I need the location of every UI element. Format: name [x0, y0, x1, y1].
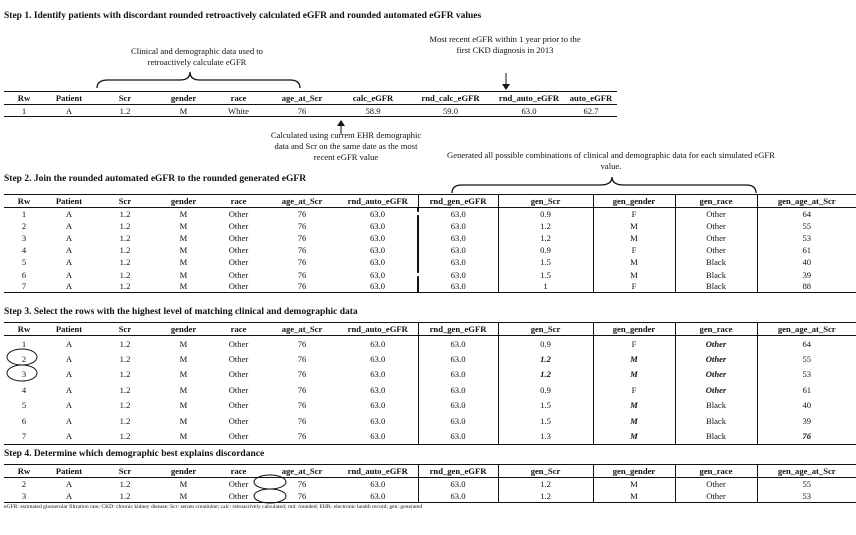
cell-gen-race: Other	[675, 478, 757, 491]
cell-rw: 4	[21, 384, 27, 395]
cell-gen-age-at-scr: 61	[802, 384, 812, 395]
generated-note: Generated all possible combinations of clinical and demographic data for each simulated eGFR value.	[447, 150, 775, 171]
circle-row3	[7, 365, 37, 381]
cell-patient: A	[65, 353, 73, 364]
cell-gen-gender: M	[593, 256, 675, 268]
cell-rnd-gen-egfr: 63.0	[418, 367, 498, 383]
cell-gender: M	[179, 353, 188, 364]
cell-gen-age-at-scr: 39	[802, 269, 812, 280]
cell-gen-gender: F	[593, 281, 675, 293]
header-rnd-auto-egfr: rnd_auto_eGFR	[338, 195, 418, 208]
cell-race: Other	[228, 353, 249, 364]
cell-gen-age-at-scr: 61	[802, 245, 812, 256]
cell-scr: 1.2	[119, 257, 131, 268]
cell-age-at-scr: 76	[266, 281, 338, 293]
cell-race: Other	[228, 208, 249, 219]
header-gen-scr: gen_Scr	[498, 323, 593, 336]
cell-gen-scr: 1.2	[498, 478, 593, 491]
cell-scr: 1.2	[119, 220, 131, 231]
cell-race: Other	[228, 400, 249, 411]
cell-age-at-scr: 76	[297, 220, 307, 231]
cell-rnd-gen-egfr: 63.0	[418, 232, 498, 244]
cell-gen-age-at-scr: 55	[802, 220, 812, 231]
cell-gen-age-at-scr: 76	[757, 429, 856, 445]
cell-scr: 1.2	[119, 338, 131, 349]
cell-gen-age-at-scr: 88	[757, 281, 856, 293]
cell-age-at-scr: 76	[297, 245, 307, 256]
cell-rnd-gen-egfr: 63.0	[418, 351, 498, 367]
cell-gen-scr: 1.2	[498, 367, 593, 383]
cell-gen-race: Other	[675, 367, 757, 383]
cell-rnd-auto-egfr: 63.0	[338, 208, 418, 220]
cell-gen-scr: 1	[498, 281, 593, 293]
cell-gen-gender: F	[593, 336, 675, 352]
header-patient: Patient	[44, 323, 94, 336]
cell-rw: 2	[21, 353, 27, 364]
cell-age-at-scr: 76	[297, 232, 307, 243]
header-rw: Rw	[4, 323, 44, 336]
cell-age-at-scr: 76	[297, 400, 307, 411]
cell-gen-race: Other	[675, 232, 757, 244]
header-age-at-scr: age_at_Scr	[266, 195, 338, 208]
header-gen-gender: gen_gender	[593, 195, 675, 208]
cell-gen-age-at-scr: 64	[802, 208, 812, 219]
header-rnd-gen-egfr: rnd_gen_eGFR	[418, 323, 498, 336]
cell-gender: M	[179, 257, 188, 268]
cell-rw: 5	[21, 400, 27, 411]
cell-rnd-auto-egfr: 63.0	[338, 351, 418, 367]
header-gender: gender	[156, 195, 211, 208]
cell-age-at-scr: 76	[266, 105, 338, 117]
cell-rnd-auto-egfr: 63.0	[338, 336, 418, 352]
cell-gen-age-at-scr: 40	[802, 257, 812, 268]
cell-age-at-scr: 76	[297, 257, 307, 268]
cell-gen-gender: M	[593, 429, 675, 445]
cell-race: Other	[228, 384, 249, 395]
cell-scr: 1.2	[119, 369, 131, 380]
cell-patient: A	[65, 338, 73, 349]
cell-rw: 7	[4, 429, 44, 445]
cell-gender: M	[179, 220, 188, 231]
cell-gender: M	[179, 384, 188, 395]
cell-gen-gender: M	[593, 478, 675, 491]
circle-row2	[7, 349, 37, 365]
cell-rnd-auto-egfr: 63.0	[493, 105, 565, 117]
header-gen-age-at-scr: gen_age_at_Scr	[757, 195, 856, 208]
cell-gen-race: Other	[675, 382, 757, 398]
cell-age-at-scr: 76	[297, 353, 307, 364]
cell-gen-race: Black	[675, 429, 757, 445]
cell-age-at-scr: 76	[297, 415, 307, 426]
cell-patient: A	[65, 479, 73, 489]
cell-rnd-auto-egfr: 63.0	[338, 256, 418, 268]
cell-rw: 3	[21, 232, 27, 243]
header-race: race	[211, 195, 266, 208]
cell-patient: A	[65, 400, 73, 411]
cell-gender: M	[179, 269, 188, 280]
cell-gen-race: Other	[675, 490, 757, 503]
cell-gen-race: Other	[675, 220, 757, 232]
header-rw: Rw	[4, 92, 44, 105]
cell-rnd-gen-egfr: 63.0	[418, 398, 498, 414]
cell-gender: M	[179, 415, 188, 426]
header-age-at-scr: age_at_Scr	[266, 323, 338, 336]
cell-rw: 1	[21, 208, 27, 219]
header-scr: Scr	[94, 92, 156, 105]
header-gender: gender	[156, 92, 211, 105]
header-rw: Rw	[4, 465, 44, 478]
cell-rnd-gen-egfr: 63.0	[418, 220, 498, 232]
cell-rw: 1	[21, 338, 27, 349]
cell-gen-scr: 1.5	[498, 413, 593, 429]
cell-race: White	[211, 105, 266, 117]
cell-gen-race: Black	[675, 413, 757, 429]
cell-rw: 2	[21, 220, 27, 231]
cell-race: Other	[228, 232, 249, 243]
cell-race: Other	[228, 257, 249, 268]
cell-gen-race: Other	[675, 208, 757, 220]
cell-scr: 1.2	[119, 415, 131, 426]
cell-patient: A	[65, 245, 73, 256]
cell-scr: 1.2	[119, 400, 131, 411]
cell-patient: A	[65, 208, 73, 219]
cell-rnd-auto-egfr: 63.0	[338, 220, 418, 232]
step1-title: Step 1. Identify patients with discordant rounded retroactively calculated eGFR and rounded automated eGFR values	[4, 11, 482, 21]
cell-patient: A	[44, 281, 94, 293]
cell-gen-gender: M	[593, 268, 675, 280]
cell-rw: 6	[21, 269, 27, 280]
cell-gender: M	[156, 429, 211, 445]
cell-gen-scr: 1.2	[498, 220, 593, 232]
cell-scr: 1.2	[94, 105, 156, 117]
header-gen-gender: gen_gender	[593, 465, 675, 478]
header-race: race	[211, 465, 266, 478]
cell-patient: A	[44, 429, 94, 445]
brace-generated	[452, 177, 756, 193]
cell-gen-gender: M	[593, 398, 675, 414]
cell-rnd-gen-egfr: 63.0	[418, 478, 498, 491]
header-gen-age-at-scr: gen_age_at_Scr	[757, 465, 856, 478]
cell-rnd-auto-egfr: 63.0	[338, 244, 418, 256]
header-patient: Patient	[44, 195, 94, 208]
header-rnd-auto-egfr: rnd_auto_eGFR	[493, 92, 565, 105]
cell-gen-age-at-scr: 53	[757, 490, 856, 503]
brace-clinical	[97, 72, 300, 88]
cell-gender: M	[179, 338, 188, 349]
cell-rnd-auto-egfr: 63.0	[338, 490, 418, 503]
cell-gen-scr: 0.9	[498, 336, 593, 352]
recent-egfr-note: Most recent eGFR within 1 year prior to the first CKD diagnosis in 2013	[429, 34, 581, 55]
header-gen-race: gen_race	[675, 323, 757, 336]
cell-gen-race: Black	[675, 281, 757, 293]
cell-gen-age-at-scr: 64	[802, 338, 812, 349]
cell-gen-scr: 0.9	[498, 382, 593, 398]
cell-scr: 1.2	[94, 490, 156, 503]
header-scr: Scr	[94, 195, 156, 208]
header-scr: Scr	[94, 465, 156, 478]
header-gen-gender: gen_gender	[593, 323, 675, 336]
cell-rnd-gen-egfr: 63.0	[418, 490, 498, 503]
cell-scr: 1.2	[119, 479, 131, 489]
cell-race: Other	[228, 415, 249, 426]
cell-gen-scr: 0.9	[498, 244, 593, 256]
cell-gen-race: Black	[675, 256, 757, 268]
cell-gen-gender: M	[593, 351, 675, 367]
header-rnd-calc-egfr: rnd_calc_eGFR	[408, 92, 493, 105]
header-scr: Scr	[94, 323, 156, 336]
header-gen-race: gen_race	[675, 465, 757, 478]
cell-rw: 3	[4, 490, 44, 503]
cell-rnd-auto-egfr: 63.0	[338, 382, 418, 398]
cell-gender: M	[156, 490, 211, 503]
cell-gen-scr: 1.5	[498, 268, 593, 280]
step3-title: Step 3. Select the rows with the highest level of matching clinical and demographic data	[4, 307, 358, 317]
cell-rw: 2	[21, 479, 27, 489]
cell-age-at-scr: 76	[297, 369, 307, 380]
cell-rnd-auto-egfr: 63.0	[338, 478, 418, 491]
cell-age-at-scr: 76	[297, 338, 307, 349]
cell-scr: 1.2	[119, 208, 131, 219]
cell-rw: 7	[4, 281, 44, 293]
cell-gender: M	[179, 400, 188, 411]
cell-gen-race: Other	[675, 351, 757, 367]
cell-gender: M	[156, 281, 211, 293]
header-rnd-gen-egfr: rnd_gen_eGFR	[418, 465, 498, 478]
arrow-up-head	[337, 120, 345, 126]
cell-gender: M	[179, 245, 188, 256]
cell-rnd-auto-egfr: 63.0	[338, 413, 418, 429]
cell-rnd-auto-egfr: 63.0	[338, 268, 418, 280]
cell-gen-scr: 1.5	[498, 256, 593, 268]
cell-gen-gender: M	[593, 413, 675, 429]
circle-age-row2	[254, 475, 286, 489]
cell-patient: A	[65, 232, 73, 243]
cell-scr: 1.2	[119, 384, 131, 395]
cell-rw: 5	[21, 257, 27, 268]
cell-gender: M	[156, 105, 211, 117]
header-patient: Patient	[44, 465, 94, 478]
cell-gen-gender: M	[593, 490, 675, 503]
cell-age-at-scr: 76	[266, 490, 338, 503]
cell-patient: A	[65, 220, 73, 231]
cell-age-at-scr: 76	[266, 429, 338, 445]
cell-gen-race: Other	[675, 244, 757, 256]
cell-age-at-scr: 76	[297, 479, 307, 489]
cell-rnd-gen-egfr: 63.0	[418, 413, 498, 429]
cell-rnd-gen-egfr: 63.0	[418, 429, 498, 445]
cell-gen-gender: M	[593, 220, 675, 232]
cell-scr: 1.2	[119, 269, 131, 280]
cell-gen-age-at-scr: 53	[802, 232, 812, 243]
header-patient: Patient	[44, 92, 94, 105]
cell-patient: A	[44, 490, 94, 503]
header-gender: gender	[156, 465, 211, 478]
cell-calc-egfr: 58.9	[338, 105, 408, 117]
cell-patient: A	[65, 257, 73, 268]
cell-rnd-auto-egfr: 63.0	[338, 232, 418, 244]
cell-race: Other	[211, 281, 266, 293]
header-rnd-auto-egfr: rnd_auto_eGFR	[338, 323, 418, 336]
clinical-data-note: Clinical and demographic data used to retroactively calculate eGFR	[131, 46, 263, 67]
cell-rw: 6	[21, 415, 27, 426]
cell-rnd-gen-egfr: 63.0	[418, 382, 498, 398]
cell-race: Other	[228, 220, 249, 231]
cell-race: Other	[211, 429, 266, 445]
cell-gen-age-at-scr: 39	[802, 415, 812, 426]
cell-gender: M	[179, 369, 188, 380]
cell-rnd-auto-egfr: 63.0	[338, 429, 418, 445]
cell-rnd-auto-egfr: 63.0	[338, 367, 418, 383]
cell-age-at-scr: 76	[297, 208, 307, 219]
cell-rnd-gen-egfr: 63.0	[418, 268, 498, 280]
cell-patient: A	[65, 384, 73, 395]
cell-gen-scr: 1.2	[498, 490, 593, 503]
cell-race: Other	[228, 269, 249, 280]
cell-race: Other	[228, 479, 249, 489]
cell-rw: 4	[21, 245, 27, 256]
cell-gen-race: Other	[675, 336, 757, 352]
header-race: race	[211, 92, 266, 105]
calculated-note: Calculated using current EHR demographic data and Scr on the same date as the most recent eGFR value	[270, 130, 422, 162]
cell-auto-egfr: 62.7	[565, 105, 617, 117]
cell-gen-age-at-scr: 55	[802, 353, 812, 364]
cell-scr: 1.2	[119, 232, 131, 243]
header-gen-race: gen_race	[675, 195, 757, 208]
cell-patient: A	[65, 415, 73, 426]
cell-race: Other	[228, 369, 249, 380]
header-age-at-scr: age_at_Scr	[266, 92, 338, 105]
header-gen-scr: gen_Scr	[498, 195, 593, 208]
arrow-down-head	[502, 84, 510, 90]
cell-gen-gender: M	[593, 367, 675, 383]
cell-scr: 1.2	[119, 353, 131, 364]
cell-gender: M	[179, 208, 188, 219]
cell-scr: 1.2	[119, 245, 131, 256]
cell-rnd-gen-egfr: 63.0	[418, 208, 498, 220]
cell-gender: M	[179, 479, 188, 489]
cell-rnd-auto-egfr: 63.0	[338, 281, 418, 293]
cell-gen-gender: M	[593, 232, 675, 244]
cell-race: Other	[228, 245, 249, 256]
cell-rnd-gen-egfr: 63.0	[418, 281, 498, 293]
header-auto-egfr: auto_eGFR	[565, 92, 617, 105]
cell-age-at-scr: 76	[297, 384, 307, 395]
footnote: eGFR: estimated glomerular filtration rate; CKD: chronic kidney disease; Scr: serum creatinine; calc: retroactively calculated; rnd: rounded; EHR: electronic health record; gen: generated	[4, 504, 423, 510]
cell-rnd-gen-egfr: 63.0	[418, 256, 498, 268]
cell-scr: 1.2	[94, 281, 156, 293]
cell-scr: 1.2	[94, 429, 156, 445]
header-race: race	[211, 323, 266, 336]
cell-age-at-scr: 76	[297, 269, 307, 280]
header-gen-age-at-scr: gen_age_at_Scr	[757, 323, 856, 336]
cell-rnd-calc-egfr: 59.0	[408, 105, 493, 117]
cell-gen-race: Black	[675, 268, 757, 280]
header-calc-egfr: calc_eGFR	[338, 92, 408, 105]
header-rnd-auto-egfr: rnd_auto_eGFR	[338, 465, 418, 478]
cell-gen-age-at-scr: 40	[802, 400, 812, 411]
header-gender: gender	[156, 323, 211, 336]
cell-rnd-gen-egfr: 63.0	[418, 336, 498, 352]
cell-patient: A	[65, 369, 73, 380]
cell-gen-scr: 1.2	[498, 232, 593, 244]
cell-gen-gender: F	[593, 382, 675, 398]
cell-race: Other	[228, 338, 249, 349]
cell-gen-age-at-scr: 55	[802, 479, 812, 489]
cell-gen-gender: F	[593, 208, 675, 220]
cell-rw: 3	[21, 369, 27, 380]
cell-gen-gender: F	[593, 244, 675, 256]
circle-age-row3	[254, 489, 286, 503]
cell-gen-scr: 1.3	[498, 429, 593, 445]
header-gen-scr: gen_Scr	[498, 465, 593, 478]
cell-patient: A	[44, 105, 94, 117]
cell-gen-scr: 1.2	[498, 351, 593, 367]
cell-gender: M	[179, 232, 188, 243]
cell-gen-scr: 0.9	[498, 208, 593, 220]
cell-patient: A	[65, 269, 73, 280]
step4-title: Step 4. Determine which demographic best explains discordance	[4, 449, 265, 459]
header-rw: Rw	[4, 195, 44, 208]
header-rnd-gen-egfr: rnd_gen_eGFR	[418, 195, 498, 208]
cell-rnd-gen-egfr: 63.0	[418, 244, 498, 256]
cell-race: Other	[211, 490, 266, 503]
cell-gen-scr: 1.5	[498, 398, 593, 414]
cell-gen-age-at-scr: 53	[802, 369, 812, 380]
cell-gen-race: Black	[675, 398, 757, 414]
step2-title: Step 2. Join the rounded automated eGFR to the rounded generated eGFR	[4, 174, 307, 184]
cell-rnd-auto-egfr: 63.0	[338, 398, 418, 414]
header-age-at-scr: age_at_Scr	[266, 465, 338, 478]
cell-rw: 1	[4, 105, 44, 117]
